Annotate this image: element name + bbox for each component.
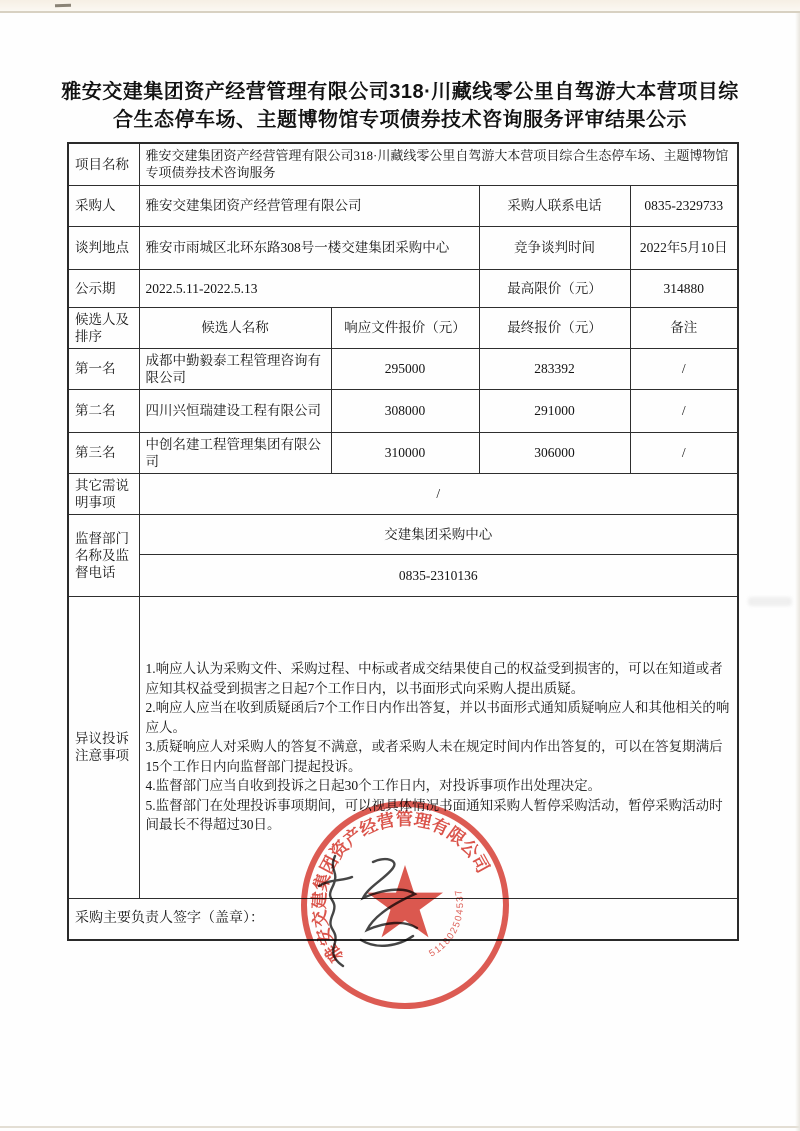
scan-artifact xyxy=(55,4,71,8)
publicity-label: 公示期 xyxy=(68,269,139,307)
objection-item-4: 4.监督部门应当自收到投诉之日起30个工作日内，对投诉事项作出处理决定。 xyxy=(145,778,602,794)
seal-serial-number: 511802504537 xyxy=(427,887,467,960)
rank-2: 第二名 xyxy=(68,389,139,432)
handwritten-signature xyxy=(305,848,455,978)
other-notes-label: 其它需说明事项 xyxy=(68,473,139,514)
scan-edge-top xyxy=(0,0,800,13)
candidate-1-name: 成都中勤毅泰工程管理咨询有限公司 xyxy=(139,348,331,389)
purchaser-value: 雅安交建集团资产经营管理有限公司 xyxy=(139,185,479,226)
row-publicity xyxy=(68,269,738,307)
objection-item-3: 3.质疑响应人对采购人的答复不满意，或者采购人未在规定时间内作出答复的，可以在答复期满后15个工作日内向监督部门提起投诉。 xyxy=(145,739,723,774)
signature-strokes xyxy=(305,848,455,978)
candidate-2-final-price: 291000 xyxy=(479,389,630,432)
header-remark: 备注 xyxy=(630,307,738,348)
purchaser-phone-label: 采购人联系电话 xyxy=(479,185,630,226)
candidate-row-3 xyxy=(68,432,738,473)
candidate-3-doc-price: 310000 xyxy=(331,432,479,473)
objection-item-1: 1.响应人认为采购文件、采购过程、中标或者成交结果使自己的权益受到损害的，可以在知道或者应知其权益受到损害之日起7个工作日内，以书面形式向采购人提出质疑。 xyxy=(145,661,723,696)
negotiation-time-value: 2022年5月10日 xyxy=(630,226,738,269)
supervision-dept: 交建集团采购中心 xyxy=(139,514,738,554)
candidate-2-remark: / xyxy=(630,389,738,432)
venue-label: 谈判地点 xyxy=(68,226,139,269)
candidates-section-label: 候选人及排序 xyxy=(68,307,139,348)
scan-smudge xyxy=(748,597,792,606)
supervision-phone: 0835-2310136 xyxy=(139,554,738,596)
row-supervision-phone xyxy=(68,554,738,596)
objection-label: 异议投诉注意事项 xyxy=(68,596,139,898)
row-purchaser xyxy=(68,185,738,226)
scan-edge-bottom xyxy=(0,1126,800,1128)
supervision-label: 监督部门名称及监督电话 xyxy=(68,514,139,596)
row-venue xyxy=(68,226,738,269)
page-title: 雅安交建集团资产经营管理有限公司318·川藏线零公里自驾游大本营项目综合生态停车场、主题博物馆专项债券技术咨询服务评审结果公示 xyxy=(61,81,739,131)
candidate-1-doc-price: 295000 xyxy=(331,348,479,389)
project-label: 项目名称 xyxy=(68,143,139,185)
row-candidates-header xyxy=(68,307,738,348)
header-final-price: 最终报价（元） xyxy=(479,307,630,348)
seal-ring-text: 雅安交建集团资产经营管理有限公司 xyxy=(308,809,494,966)
candidate-row-2 xyxy=(68,389,738,432)
objection-item-5: 5.监督部门在处理投诉事项期间，可以视具体情况书面通知采购人暂停采购活动，暂停采购活动时间最长不得超过30日。 xyxy=(145,797,723,833)
rank-1: 第一名 xyxy=(68,348,139,389)
scan-edge-right xyxy=(795,13,800,1131)
candidate-row-1 xyxy=(68,348,738,389)
header-candidate-name: 候选人名称 xyxy=(139,307,331,348)
rank-3: 第三名 xyxy=(68,432,139,473)
candidate-3-final-price: 306000 xyxy=(479,432,630,473)
candidate-3-name: 中创名建工程管理集团有限公司 xyxy=(139,432,331,473)
project-value: 雅安交建集团资产经营管理有限公司318·川藏线零公里自驾游大本营项目综合生态停车场、主题博物馆专项债券技术咨询服务 xyxy=(139,143,738,185)
row-supervision-dept xyxy=(68,514,738,554)
candidate-3-remark: / xyxy=(630,432,738,473)
objection-item-2: 2.响应人应当在收到质疑函后7个工作日内作出答复，并以书面形式通知质疑响应人和其他相关的响应人。 xyxy=(145,700,730,735)
max-price-label: 最高限价（元） xyxy=(479,269,630,307)
publicity-value: 2022.5.11-2022.5.13 xyxy=(139,269,479,307)
candidate-1-final-price: 283392 xyxy=(479,348,630,389)
signature-label: 采购主要负责人签字（盖章）： xyxy=(68,898,738,940)
max-price-value: 314880 xyxy=(630,269,738,307)
venue-value: 雅安市雨城区北环东路308号一楼交建集团采购中心 xyxy=(139,226,479,269)
purchaser-phone-value: 0835-2329733 xyxy=(630,185,738,226)
candidate-1-remark: / xyxy=(630,348,738,389)
purchaser-label: 采购人 xyxy=(68,185,139,226)
header-doc-price: 响应文件报价（元） xyxy=(331,307,479,348)
candidate-2-doc-price: 308000 xyxy=(331,389,479,432)
row-project xyxy=(68,143,738,185)
negotiation-time-label: 竞争谈判时间 xyxy=(479,226,630,269)
other-notes-value: / xyxy=(139,473,738,514)
candidate-2-name: 四川兴恒瑞建设工程有限公司 xyxy=(139,389,331,432)
row-other-notes xyxy=(68,473,738,514)
